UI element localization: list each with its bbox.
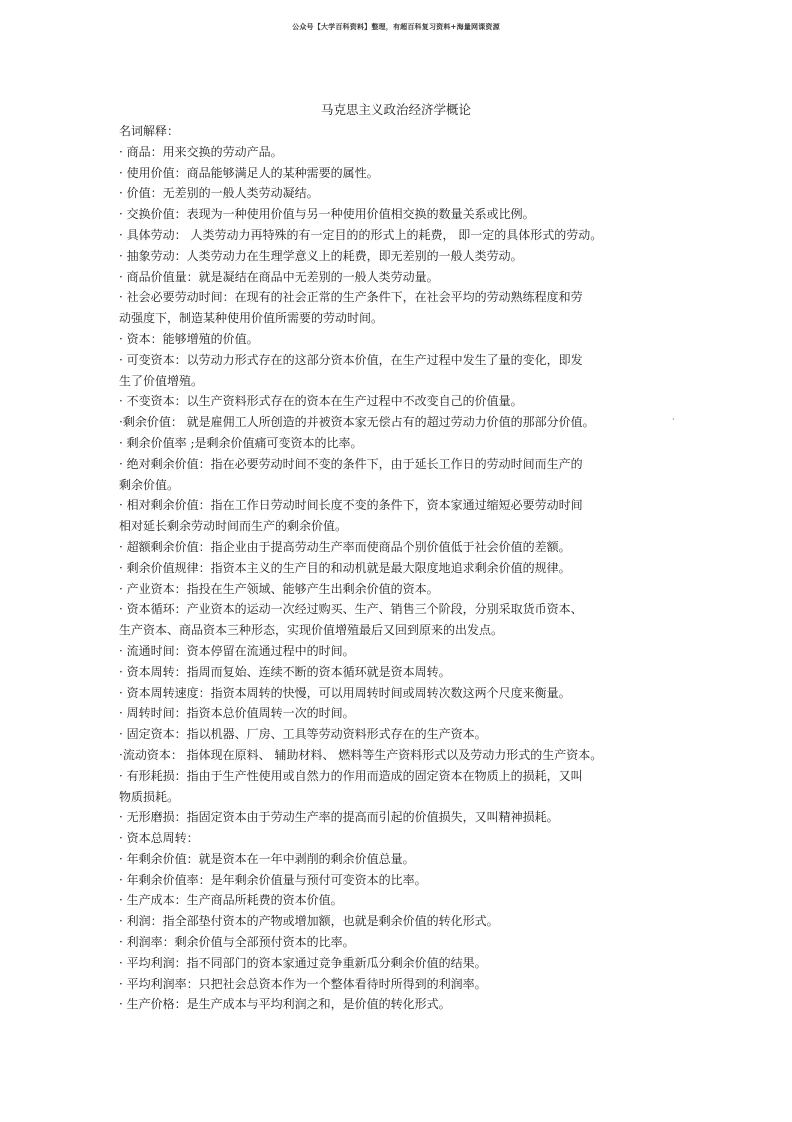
definition-line: · 平均利润率：只把社会总资本作为一个整体看待时所得到的利润率。 <box>119 976 487 991</box>
definition-line: · 可变资本：以劳动力形式存在的这部分资本价值，在生产过程中发生了量的变化，即发 <box>119 352 583 367</box>
definition-line: · 商品价值量：就是凝结在商品中无差别的一般人类劳动量。 <box>119 269 439 284</box>
definition-line: · 固定资本：指以机器、厂房、工具等劳动资料形式存在的生产资本。 <box>119 727 487 742</box>
definition-line: · 年剩余价值：就是资本在一年中剥削的剩余价值总量。 <box>119 851 415 866</box>
definition-line: · 资本循环：产业资本的运动一次经过购买、生产、销售三个阶段，分别采取货币资本、 <box>119 602 583 617</box>
definition-line: · 资本周转：指周而复始、连续不断的资本循环就是资本周转。 <box>119 664 451 679</box>
definition-line: · 使用价值：商品能够满足人的某种需要的属性。 <box>119 165 379 180</box>
definition-line: · 具体劳动： 人类劳动力再特殊的有一定目的的形式上的耗费， 即一定的具体形式的劳动。 <box>119 227 603 242</box>
definition-line: · 绝对剩余价值：指在必要劳动时间不变的条件下，由于延长工作日的劳动时间而生产的 <box>119 456 583 471</box>
definition-line: 生了价值增殖。 <box>119 373 204 388</box>
definition-line: · 资本周转速度：指资本周转的快慢，可以用周转时间或周转次数这两个尺度来衡量。 <box>119 685 571 700</box>
definition-line: · 剩余价值率 ;是剩余价值痛可变资本的比率。 <box>119 435 363 450</box>
definition-line: · 资本：能够增殖的价值。 <box>119 331 259 346</box>
definition-line: · 不变资本：以生产资料形式存在的资本在生产过程中不改变自己的价值量。 <box>119 394 523 409</box>
definition-line: · 社会必要劳动时间：在现有的社会正常的生产条件下，在社会平均的劳动熟练程度和劳 <box>119 290 583 305</box>
definition-line: · 交换价值：表现为一种使用价值与另一种使用价值相交换的数量关系或比例。 <box>119 207 535 222</box>
definition-line: · 生产价格：是生产成本与平均利润之和，是价值的转化形式。 <box>119 997 451 1012</box>
definition-line: 动强度下，制造某种使用价值所需要的劳动时间。 <box>119 311 384 326</box>
definition-line: · 相对剩余价值：指在工作日劳动时间长度不变的条件下，资本家通过缩短必要劳动时间 <box>119 498 583 513</box>
document-title: 马克思主义政治经济学概论 <box>320 102 471 117</box>
definition-line: · 价值：无差别的一般人类劳动凝结。 <box>119 186 319 201</box>
definition-line: · 超额剩余价值：指企业由于提高劳动生产率而使商品个别价值低于社会价值的差额。 <box>119 539 571 554</box>
definition-line: ·流动资本： 指体现在原料、 辅助材料、 燃料等生产资料形式以及劳动力形式的生产资本。 <box>119 747 603 762</box>
definition-line: · 商品：用来交换的劳动产品。 <box>119 144 283 159</box>
definition-line: 相对延长剩余劳动时间而生产的剩余价值。 <box>119 519 348 534</box>
definition-line: · 剩余价值规律：指资本主义的生产目的和动机就是最大限度地追求剩余价值的规律。 <box>119 560 571 575</box>
definition-line: · 平均利润：指不同部门的资本家通过竞争重新瓜分剩余价值的结果。 <box>119 955 487 970</box>
section-label: 名词解释： <box>119 124 180 138</box>
definition-line: · 有形耗损：指由于生产性使用或自然力的作用而造成的固定资本在物质上的损耗，又叫 <box>119 768 583 783</box>
definition-line: ·剩余价值： 就是雇佣工人所创造的并被资本家无偿占有的超过劳动力价值的那部分价值。 <box>119 415 595 430</box>
definition-line: · 利润：指全部垫付资本的产物或增加额，也就是剩余价值的转化形式。 <box>119 914 499 929</box>
definition-line: 剩余价值。 <box>119 477 180 492</box>
definition-line: · 无形磨损：指固定资本由于劳动生产率的提高而引起的价值损失，又叫精神损耗。 <box>119 810 559 825</box>
definition-line: · 生产成本：生产商品所耗费的资本价值。 <box>119 893 343 908</box>
definition-line: · 产业资本：指投在生产领域、能够产生出剩余价值的资本。 <box>119 581 439 596</box>
definition-line: · 资本总周转： <box>119 831 199 846</box>
definition-list <box>119 142 679 1015</box>
definition-line: · 抽象劳动：人类劳动力在生理学意义上的耗费，即无差别的一般人类劳动。 <box>119 248 523 263</box>
document-body <box>119 121 679 1015</box>
header-note: 公众号【大学百科资料】整理，有超百科复习资料+海量网课资源 <box>292 22 500 31</box>
definition-line: 物质损耗。 <box>119 789 180 804</box>
stray-dot-mark: · <box>672 415 675 424</box>
definition-line: · 周转时间：指资本总价值周转一次的时间。 <box>119 706 355 721</box>
definition-line: 生产资本、商品资本三种形态，实现价值增殖最后又回到原来的出发点。 <box>119 623 504 638</box>
definition-line: · 流通时间：资本停留在流通过程中的时间。 <box>119 643 355 658</box>
definition-line: · 年剩余价值率：是年剩余价值量与预付可变资本的比率。 <box>119 872 427 887</box>
definition-line: · 利润率：剩余价值与全部预付资本的比率。 <box>119 935 355 950</box>
